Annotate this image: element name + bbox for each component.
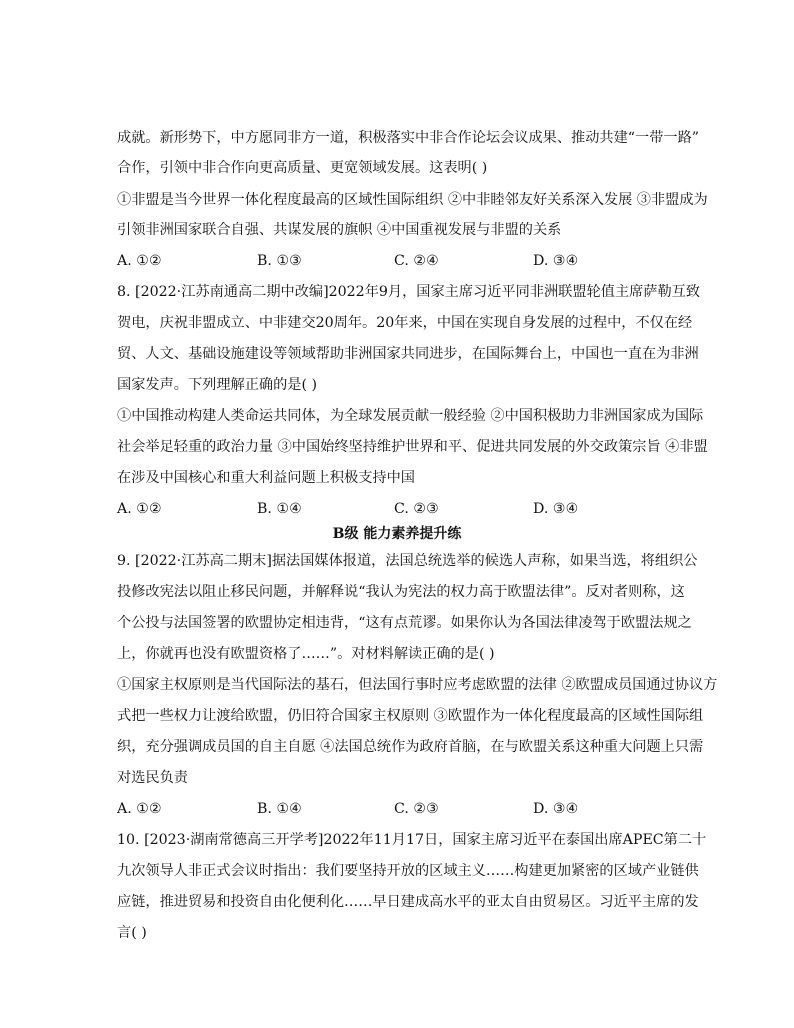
q9-option-d: D. ③④ [533, 801, 579, 817]
q8-stem-line-4: 国家发声。下列理解正确的是( ) [117, 377, 318, 393]
q10-stem-line-3: 应链，推进贸易和投资自由化便利化……早日建成高水平的亚太自由贸易区。习近平主席的发 [117, 894, 699, 910]
q8-statement-line-2: 社会举足轻重的政治力量 ③中国始终坚持维护世界和平、促进共同发展的外交政策宗旨 ④非盟 [117, 439, 708, 455]
q9-statement-line-3: 织，充分强调成员国的自主自愿 ④法国总统作为政府首脑，在与欧盟关系这种重大问题上只需 [117, 739, 704, 755]
q8-option-c: C. ②③ [394, 501, 439, 517]
q9-stem-line-4: 上，你就再也没有欧盟资格了……”。对材料解读正确的是( ) [117, 646, 495, 662]
q9-option-b: B. ①④ [257, 801, 302, 817]
q7-statement-line-2: 引领非洲国家联合自强、共谋发展的旗帜 ④中国重视发展与非盟的关系 [117, 222, 562, 238]
q9-statement-line-4: 对选民负责 [117, 770, 188, 786]
q8-option-d: D. ③④ [533, 501, 579, 517]
q8-statement-line-1: ①中国推动构建人类命运共同体，为全球发展贡献一般经验 ②中国积极助力非洲国家成为国际 [117, 408, 704, 424]
q9-stem-line-2: 投修改宪法以阻止移民问题，并解释说“我认为宪法的权力高于欧盟法律”。反对者则称，这 [117, 584, 685, 600]
q10-stem-line-2: 九次领导人非正式会议时指出：我们要坚持开放的区域主义……构建更加紧密的区域产业链供 [117, 863, 699, 879]
q9-option-c: C. ②③ [394, 801, 439, 817]
q10-stem-line-1: 10. [2023·湖南常德高三开学考]2022年11月17日，国家主席习近平在泰国出席APEC第二十 [117, 832, 707, 848]
q7-statement-line-1: ①非盟是当今世界一体化程度最高的区域性国际组织 ②中非睦邻友好关系深入发展 ③非盟成为 [117, 192, 708, 208]
q7-stem-line-2: 合作，引领中非合作向更高质量、更宽领域发展。这表明( ) [117, 160, 488, 176]
section-b-heading: B级 能力素养提升练 [332, 526, 462, 542]
q7-stem-line-1: 成就。新形势下，中方愿同非方一道，积极落实中非合作论坛会议成果、推动共建“一带一路” [117, 130, 700, 146]
q8-option-a: A. ①② [117, 501, 162, 517]
q9-option-a: A. ①② [117, 801, 162, 817]
q8-option-b: B. ①④ [257, 501, 302, 517]
q8-statement-line-3: 在涉及中国核心和重大利益问题上积极支持中国 [117, 470, 415, 486]
q9-statement-line-2: 式把一些权力让渡给欧盟，仍旧符合国家主权原则 ③欧盟作为一体化程度最高的区域性国际组 [117, 708, 704, 724]
q9-stem-line-3: 个公投与法国签署的欧盟协定相违背，“这有点荒谬。如果你认为各国法律凌驾于欧盟法规之 [117, 615, 692, 631]
q7-option-b: B. ①③ [257, 253, 302, 269]
q9-stem-line-1: 9. [2022·江苏高二期末]据法国媒体报道，法国总统选举的候选人声称，如果当选，将组织公 [117, 553, 698, 569]
q7-option-a: A. ①② [117, 253, 162, 269]
q10-stem-line-4: 言( ) [117, 925, 147, 941]
q8-stem-line-3: 贸、人文、基础设施建设等领域帮助非洲国家共同进步，在国际舞台上，中国也一直在为非洲 [117, 346, 699, 362]
q8-stem-line-2: 贺电，庆祝非盟成立、中非建交20周年。20年来，中国在实现自身发展的过程中，不仅在经 [117, 315, 693, 331]
q7-option-d: D. ③④ [533, 253, 579, 269]
q7-option-c: C. ②④ [394, 253, 439, 269]
q9-options [117, 799, 677, 819]
q7-options [117, 251, 677, 271]
q9-statement-line-1: ①国家主权原则是当代国际法的基石，但法国行事时应考虑欧盟的法律 ②欧盟成员国通过协议方 [117, 677, 718, 693]
q8-options [117, 499, 677, 519]
q8-stem-line-1: 8. [2022·江苏南通高二期中改编]2022年9月，国家主席习近平同非洲联盟轮值主席萨勒互致 [117, 284, 701, 300]
